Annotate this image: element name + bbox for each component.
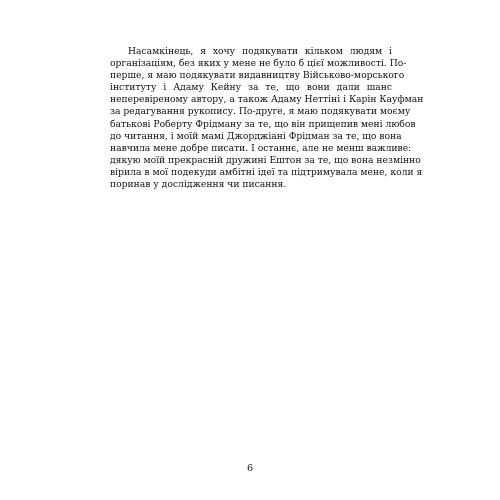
paragraph-line: поринав у дослідження чи писання. [110,179,287,191]
paragraph-line: вірила в мої подекуди амбітні ідеї та підтримувала мене, коли я [110,166,423,178]
paragraph-line: Насамкінець, я хочу подякувати кільком людям і [128,46,392,57]
page-number: 6 [246,463,254,474]
paragraph-line: дякую моїй прекрасній дружині Ештон за те, що вона незмінно [110,154,421,166]
paragraph-line: організаціям, без яких у мене не було б цієї можливості. По- [110,58,407,70]
paragraph-line: інституту і Адаму Кейну за те, що вони дали шанс [110,82,392,94]
acknowledgements-paragraph [110,46,424,191]
paragraph-line: навчила мене добре писати. І останнє, але не менш важливе: [110,142,412,154]
paragraph-line: до читання, і моїй мамі Джорджіані Фрідман за те, що вона [110,130,402,142]
paragraph-line: перше, я маю подякувати видавництву Військово-морського [110,70,405,82]
paragraph-line: неперевіреному автору, а також Адаму Неттіні і Карін Кауфман [110,94,424,106]
paragraph-line: за редагування рукопису. По-друге, я маю подякувати моєму [110,106,411,118]
paragraph-line: батькові Роберту Фрідману за те, що він прищепив мені любов [110,118,416,130]
